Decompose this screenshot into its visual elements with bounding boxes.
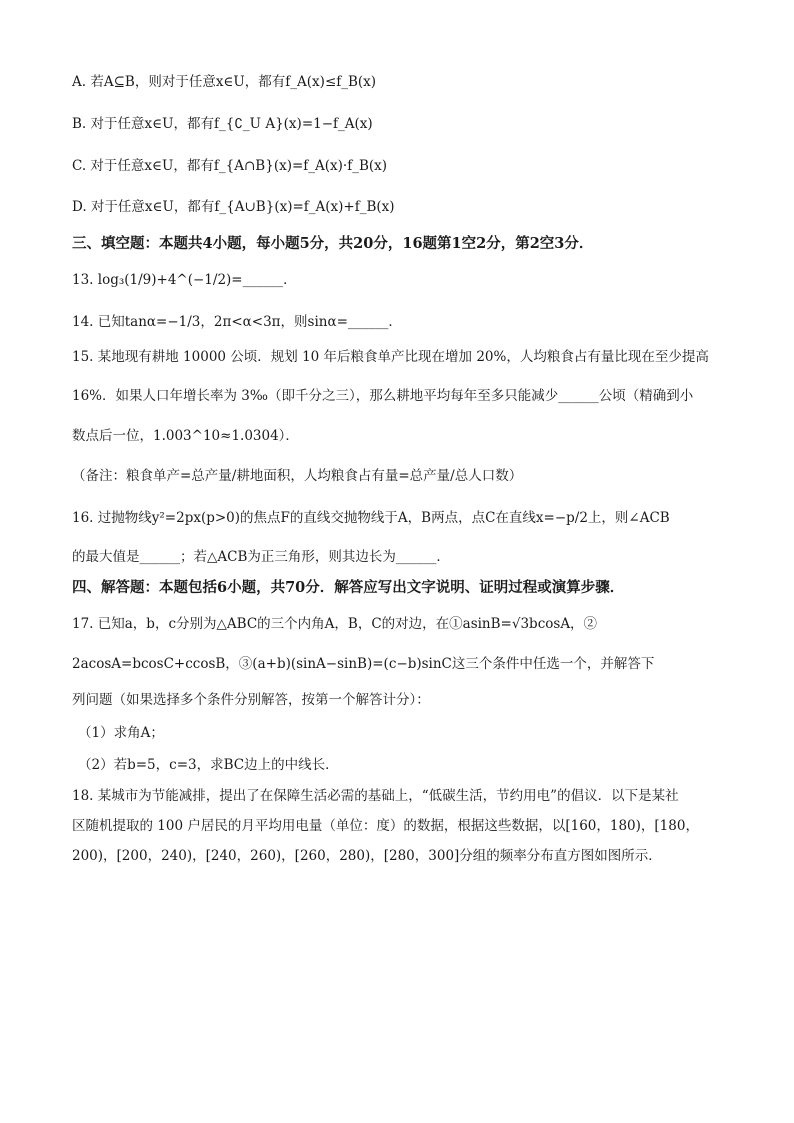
question-17-part2: （2）若b=5，c=3，求BC边上的中线长． <box>78 757 339 773</box>
option-c: C. 对于任意x∈U，都有f_{A∩B}(x)=f_A(x)·f_B(x) <box>72 158 388 174</box>
question-15-line3: 数点后一位，1.003^10≈1.0304）． <box>72 428 299 444</box>
question-13: 13. log₃(1/9)+4^(−1/2)=______． <box>72 272 297 288</box>
question-18-line2: 区随机提取的 100 户居民的月平均用电量（单位：度）的数据，根据这些数据，以[160，180)，[180， <box>72 818 699 834</box>
question-17-part1: （1）求角A； <box>78 725 164 741</box>
question-18-line3: 200)，[200，240)，[240，260)，[260，280)，[280，300]分组的频率分布直方图如图所示． <box>72 848 662 864</box>
question-17-line1: 17. 已知a，b，c分别为△ABC的三个内角A，B，C的对边，在①asinB=√3bcosA，② <box>72 616 598 632</box>
section4-heading: 四、解答题：本题包括6小题，共70分．解答应写出文字说明、证明过程或演算步骤． <box>72 579 625 596</box>
option-b: B. 对于任意x∈U，都有f_{∁_U A}(x)=1−f_A(x) <box>72 116 373 132</box>
question-17-line2: 2acosA=bcosC+ccosB，③(a+b)(sinA−sinB)=(c−b)sinC这三个条件中任选一个，并解答下 <box>72 656 655 672</box>
question-15-line2: 16%．如果人口年增长率为 3‰（即千分之三），那么耕地平均每年至多只能减少______公顷（精确到小 <box>72 388 694 404</box>
option-d: D. 对于任意x∈U，都有f_{A∪B}(x)=f_A(x)+f_B(x) <box>72 199 395 215</box>
question-15-note: （备注：粮食单产=总产量/耕地面积，人均粮食占有量=总产量/总人口数） <box>72 468 523 484</box>
question-18-line1: 18. 某城市为节能减排，提出了在保障生活必需的基础上，“低碳生活，节约用电”的倡议．以下是某社 <box>72 788 679 804</box>
option-a: A. 若A⊆B，则对于任意x∈U，都有f_A(x)≤f_B(x) <box>72 74 377 90</box>
question-14: 14. 已知tanα=−1/3，2π<α<3π，则sinα=______． <box>72 314 402 330</box>
question-16-line2: 的最大值是______；若△ACB为正三角形，则其边长为______． <box>72 549 450 565</box>
question-17-line3: 列问题（如果选择多个条件分别解答，按第一个解答计分）： <box>72 692 430 708</box>
question-16-line1: 16. 过抛物线y²=2px(p>0)的焦点F的直线交抛物线于A，B两点，点C在直线x=−p/2上，则∠ACB <box>72 510 670 526</box>
section3-heading: 三、填空题：本题共4小题，每小题5分，共20分，16题第1空2分，第2空3分． <box>72 235 594 252</box>
question-15-line1: 15. 某地现有耕地 10000 公顷．规划 10 年后粮食单产比现在增加 20%，人均粮食占有量比现在至少提高 <box>72 349 709 365</box>
